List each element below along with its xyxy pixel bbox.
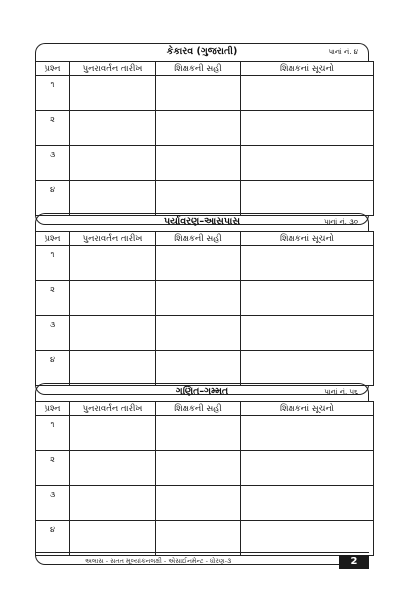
revision-date-cell[interactable] <box>70 181 156 216</box>
table-row <box>36 521 374 556</box>
signature-cell[interactable] <box>156 246 241 281</box>
table-row <box>36 146 374 181</box>
table-header-row <box>36 402 374 416</box>
header-question: પ્રશ્ન <box>36 402 70 416</box>
notes-cell[interactable] <box>241 246 374 281</box>
question-number: ૧ <box>36 246 70 281</box>
header-question: પ્રશ્ન <box>36 232 70 246</box>
signature-cell[interactable] <box>156 181 241 216</box>
notes-cell[interactable] <box>241 486 374 521</box>
question-number: ૩ <box>36 316 70 351</box>
revision-table <box>35 61 374 216</box>
section-maths <box>35 383 369 565</box>
revision-date-cell[interactable] <box>70 76 156 111</box>
signature-cell[interactable] <box>156 146 241 181</box>
table-row <box>36 351 374 386</box>
question-number: ૨ <box>36 451 70 486</box>
signature-cell[interactable] <box>156 351 241 386</box>
revision-date-cell[interactable] <box>70 246 156 281</box>
signature-cell[interactable] <box>156 451 241 486</box>
signature-cell[interactable] <box>156 521 241 556</box>
revision-date-cell[interactable] <box>70 451 156 486</box>
revision-date-cell[interactable] <box>70 316 156 351</box>
page-number-badge: 2 <box>339 555 369 569</box>
question-number: ૩ <box>36 146 70 181</box>
signature-cell[interactable] <box>156 76 241 111</box>
signature-cell[interactable] <box>156 486 241 521</box>
header-revision-date: પુનરાવર્તન તારીખ <box>70 232 156 246</box>
section-title-bar <box>35 213 369 231</box>
header-revision-date: પુનરાવર્તન તારીખ <box>70 62 156 76</box>
table-row <box>36 451 374 486</box>
question-number: ૧ <box>36 416 70 451</box>
table-row <box>36 76 374 111</box>
revision-date-cell[interactable] <box>70 521 156 556</box>
notes-cell[interactable] <box>241 451 374 486</box>
revision-date-cell[interactable] <box>70 111 156 146</box>
table-row <box>36 316 374 351</box>
table-row <box>36 181 374 216</box>
question-number: ૪ <box>36 181 70 216</box>
revision-date-cell[interactable] <box>70 146 156 181</box>
question-number: ૪ <box>36 351 70 386</box>
section-environment <box>35 213 369 395</box>
question-number: ૧ <box>36 76 70 111</box>
question-number: ૪ <box>36 521 70 556</box>
signature-cell[interactable] <box>156 416 241 451</box>
section-subject: પર્યાવરણ–આસપાસ <box>163 216 241 227</box>
table-row <box>36 281 374 316</box>
section-title-bar <box>35 43 369 61</box>
question-number: ૨ <box>36 111 70 146</box>
section-subject: કેકારવ (ગુજરાતી) <box>166 46 238 57</box>
notes-cell[interactable] <box>241 76 374 111</box>
table-row <box>36 246 374 281</box>
section-subject: ગણિત–ગમ્મત <box>175 386 229 397</box>
header-teacher-signature: શિક્ષકની સહી <box>156 232 241 246</box>
revision-date-cell[interactable] <box>70 351 156 386</box>
notes-cell[interactable] <box>241 416 374 451</box>
header-revision-date: પુનરાવર્તન તારીખ <box>70 402 156 416</box>
notes-cell[interactable] <box>241 111 374 146</box>
question-number: ૩ <box>36 486 70 521</box>
notes-cell[interactable] <box>241 316 374 351</box>
footer-credit: અલાસ - સતત મૂલ્યાંકનલક્ષી - એસાઈનમેન્ટ - ધોરણ-૩ <box>85 557 232 565</box>
revision-date-cell[interactable] <box>70 486 156 521</box>
table-row <box>36 416 374 451</box>
notes-cell[interactable] <box>241 146 374 181</box>
revision-table <box>35 401 374 556</box>
table-row <box>36 111 374 146</box>
notes-cell[interactable] <box>241 521 374 556</box>
section-page-ref: પાનાં નં. ૩૦ <box>324 218 358 226</box>
header-teacher-signature: શિક્ષકની સહી <box>156 402 241 416</box>
page-footer <box>35 552 369 571</box>
section-page-ref: પાનાં નં. ૫૬ <box>324 388 358 396</box>
header-question: પ્રશ્ન <box>36 62 70 76</box>
section-gujarati <box>35 43 369 225</box>
question-number: ૨ <box>36 281 70 316</box>
header-teacher-notes: શિક્ષકનાં સૂચનો <box>241 232 374 246</box>
revision-date-cell[interactable] <box>70 281 156 316</box>
notes-cell[interactable] <box>241 281 374 316</box>
header-teacher-notes: શિક્ષકનાં સૂચનો <box>241 62 374 76</box>
notes-cell[interactable] <box>241 351 374 386</box>
section-title-bar <box>35 383 369 401</box>
section-page-ref: પાનાં નં. ૪ <box>328 48 358 56</box>
header-teacher-signature: શિક્ષકની સહી <box>156 62 241 76</box>
table-header-row <box>36 62 374 76</box>
table-row <box>36 486 374 521</box>
signature-cell[interactable] <box>156 316 241 351</box>
table-header-row <box>36 232 374 246</box>
header-teacher-notes: શિક્ષકનાં સૂચનો <box>241 402 374 416</box>
notes-cell[interactable] <box>241 181 374 216</box>
revision-table <box>35 231 374 386</box>
signature-cell[interactable] <box>156 281 241 316</box>
signature-cell[interactable] <box>156 111 241 146</box>
revision-date-cell[interactable] <box>70 416 156 451</box>
